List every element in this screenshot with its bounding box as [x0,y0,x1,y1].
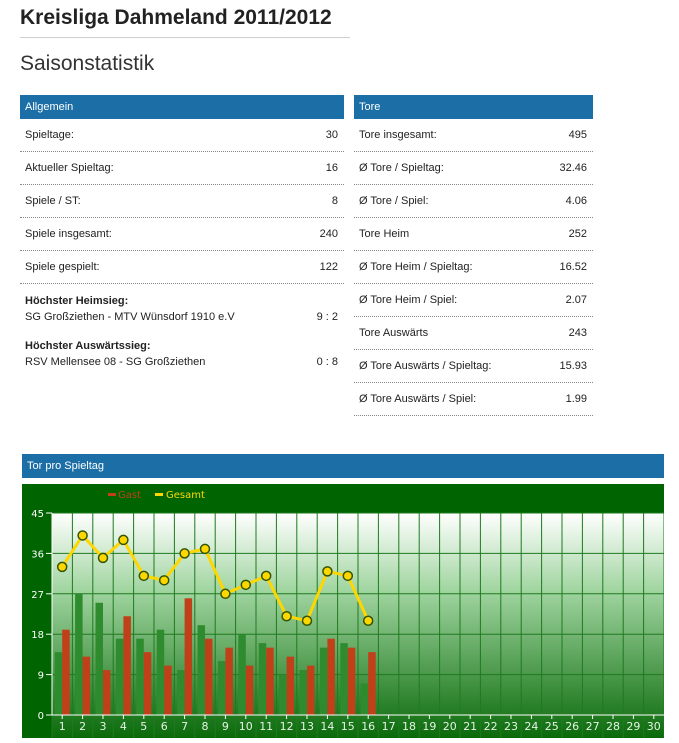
stat-label: Ø Tore Heim / Spieltag: [359,261,473,273]
x-tick-label: 10 [238,720,253,733]
stat-row [354,349,593,383]
bar-heim [177,670,185,715]
stat-row [20,152,344,185]
x-tick-label: 9 [221,720,229,733]
x-tick-label: 19 [422,720,437,733]
x-tick-label: 27 [585,720,600,733]
stat-value: 30 [325,129,338,141]
x-tick-label: 6 [160,720,168,733]
stat-label: Ø Tore Auswärts / Spiel: [359,393,477,405]
x-tick-label: 8 [201,720,209,733]
stat-value: 243 [568,327,587,339]
point-gesamt [364,616,373,625]
allgemein-panel [20,95,344,374]
stat-row [20,251,344,284]
stat-value: 122 [319,261,338,273]
bar-heim [116,639,124,715]
legend-swatch-gast [108,493,116,496]
page-title: Kreisliga Dahmeland 2011/2012 [20,6,332,29]
stat-row [354,383,593,416]
away-win-score: 0 : 8 [316,356,338,368]
point-gesamt [201,544,210,553]
x-tick-label: 25 [544,720,559,733]
bar-gast [103,670,111,715]
x-tick-label: 22 [483,720,498,733]
bar-gast [123,616,130,715]
x-tick-label: 23 [504,720,518,733]
bar-heim [75,594,83,715]
point-gesamt [160,576,169,585]
y-tick-label: 36 [31,549,44,561]
bar-heim [320,648,328,715]
bar-heim [198,625,206,715]
bar-heim [340,643,348,715]
x-tick-label: 21 [463,720,478,733]
x-tick-label: 18 [402,720,416,733]
point-gesamt [180,549,189,558]
stat-label: Spieltage: [25,129,74,141]
x-tick-label: 26 [565,720,580,733]
title-divider [20,37,350,38]
chart-header: Tor pro Spieltag [22,454,664,478]
stat-row [354,119,593,152]
x-tick-label: 24 [524,720,539,733]
x-tick-label: 5 [140,720,148,733]
bar-gast [287,657,295,715]
y-tick-label: 45 [31,509,44,520]
point-gesamt [78,531,87,540]
bar-gast [327,639,335,715]
allgemein-header: Allgemein [20,95,344,119]
stat-label: Tore Heim [359,228,410,240]
bar-gast [62,630,69,715]
point-gesamt [323,567,332,576]
point-gesamt [58,562,67,571]
home-win-record [20,284,344,329]
stat-label: Ø Tore Heim / Spiel: [359,294,458,306]
x-tick-label: 7 [181,720,189,733]
stat-label: Ø Tore Auswärts / Spieltag: [359,360,492,372]
stat-label: Ø Tore / Spieltag: [359,162,444,174]
stat-row [354,218,593,251]
bar-heim [157,630,165,715]
x-tick-label: 30 [646,720,661,733]
stat-value: 4.06 [565,195,587,207]
bar-heim [361,684,369,715]
x-tick-label: 12 [279,720,294,733]
y-tick-label: 9 [37,670,44,682]
away-win-match: RSV Mellensee 08 - SG Großziethen [25,356,206,368]
chart-svg [22,484,664,738]
bar-heim [96,603,104,715]
away-win-record [20,329,344,374]
point-gesamt [303,616,312,625]
x-tick-label: 28 [606,720,620,733]
stat-label: Tore insgesamt: [359,129,437,141]
point-gesamt [99,553,108,562]
legend-label-gesamt: Gesamt [166,490,205,501]
y-tick-label: 18 [31,630,44,642]
home-win-title: Höchster Heimsieg: [25,295,129,307]
x-tick-label: 29 [626,720,641,733]
stat-label: Spiele insgesamt: [25,228,112,240]
x-tick-label: 15 [340,720,355,733]
bar-gast [348,648,356,715]
home-win-match: SG Großziethen - MTV Wünsdorf 1910 e.V [25,311,235,323]
legend-label-gast: Gast [118,490,142,501]
point-gesamt [221,589,230,598]
point-gesamt [262,571,271,580]
tore-panel [354,95,593,416]
legend-swatch-gesamt [155,493,163,496]
stat-row [354,284,593,317]
x-tick-label: 1 [58,720,66,733]
tore-header: Tore [354,95,593,119]
bar-heim [136,639,144,715]
x-tick-label: 13 [300,720,314,733]
x-tick-label: 16 [361,720,376,733]
bar-gast [164,666,172,715]
x-tick-label: 14 [320,720,335,733]
stat-label: Ø Tore / Spiel: [359,195,429,207]
bar-gast [205,639,213,715]
stat-row [20,119,344,152]
stat-value: 240 [319,228,338,240]
stat-row [354,251,593,284]
stat-label: Aktueller Spieltag: [25,162,114,174]
x-tick-label: 4 [119,720,127,733]
stat-value: 495 [568,129,587,141]
x-tick-label: 17 [381,720,396,733]
bar-heim [300,670,308,715]
stat-label: Spiele / ST: [25,195,81,207]
stat-value: 252 [568,228,587,240]
bar-gast [185,598,193,715]
bar-heim [218,661,226,715]
x-tick-label: 3 [99,720,107,733]
stat-value: 2.07 [565,294,587,306]
stat-value: 16 [325,162,338,174]
bar-gast [368,652,376,715]
y-tick-label: 0 [37,711,44,722]
x-tick-label: 2 [79,720,87,733]
bar-heim [238,634,246,715]
bar-gast [225,648,233,715]
bar-heim [279,675,287,715]
stat-value: 15.93 [559,360,587,372]
stat-value: 8 [331,195,338,207]
point-gesamt [343,571,352,580]
stat-row [20,218,344,251]
bar-heim [259,643,267,715]
stat-value: 1.99 [565,393,587,405]
point-gesamt [139,571,148,580]
bar-gast [83,657,91,715]
page-subtitle: Saisonstatistik [20,52,155,75]
bar-gast [246,666,254,715]
point-gesamt [119,535,128,544]
bar-gast [266,648,274,715]
x-tick-label: 11 [259,720,274,733]
bar-heim [55,652,63,715]
stat-row [354,317,593,349]
y-tick-label: 27 [31,589,44,601]
stat-label: Tore Auswärts [359,327,429,339]
away-win-title: Höchster Auswärtssieg: [25,340,151,352]
stat-value: 32.46 [559,162,587,174]
stat-row [354,152,593,185]
stat-label: Spiele gespielt: [25,261,100,273]
stat-row [20,185,344,218]
stat-value: 16.52 [559,261,587,273]
goals-per-matchday-chart [22,484,664,738]
bar-gast [144,652,152,715]
stat-row [354,185,593,218]
point-gesamt [282,612,291,621]
bar-gast [307,666,315,715]
x-tick-label: 20 [442,720,457,733]
point-gesamt [241,580,250,589]
home-win-score: 9 : 2 [316,311,338,323]
